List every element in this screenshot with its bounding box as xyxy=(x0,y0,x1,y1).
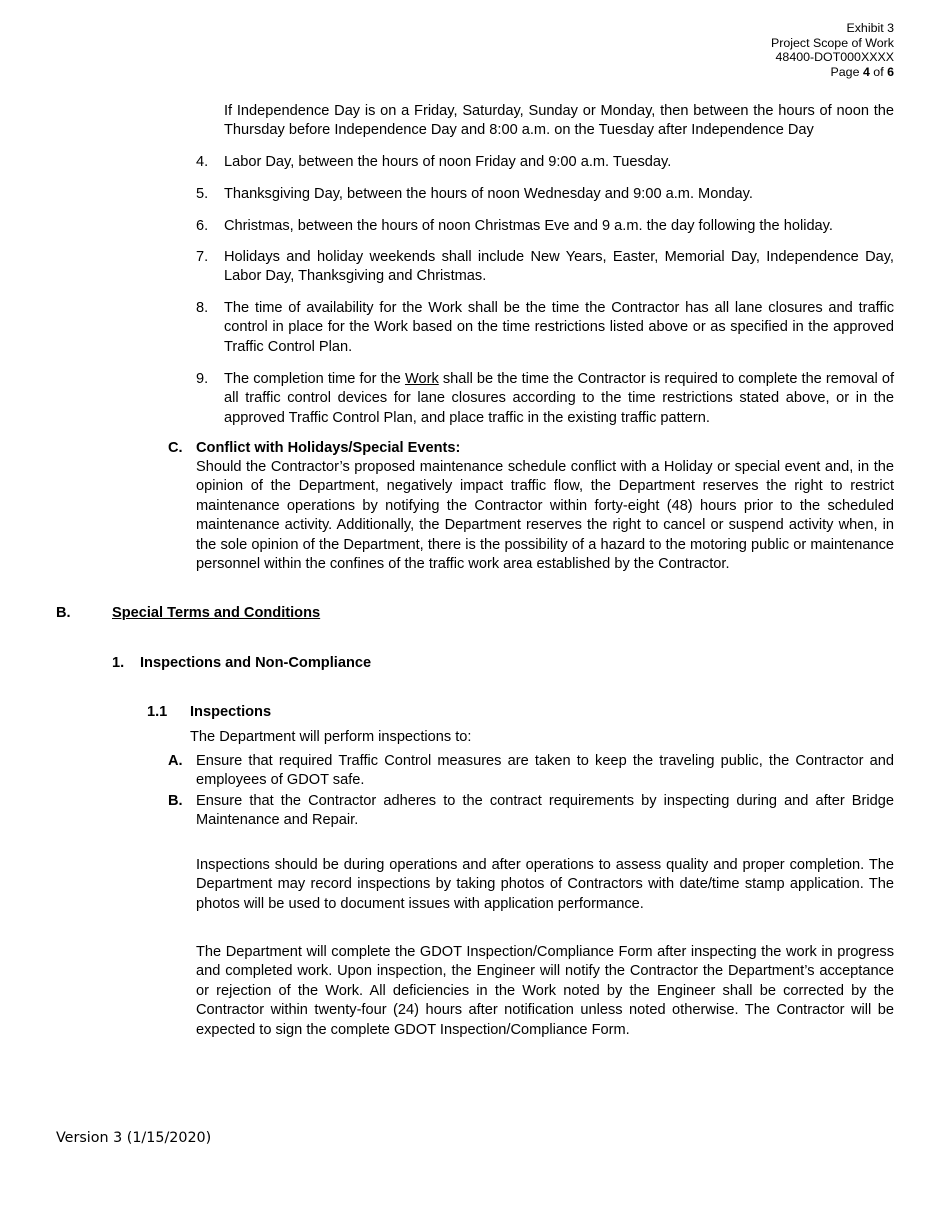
independence-day-paragraph: If Independence Day is on a Friday, Saturday, Sunday or Monday, then between the hours of noon the Thursday before Independence Day and 8:00 a.m. on the Tuesday after Independence Day xyxy=(224,103,894,139)
list-number: 5. xyxy=(196,186,209,202)
contract-number: 48400-DOT000XXXX xyxy=(775,50,894,65)
section-b-heading: Special Terms and Conditions xyxy=(112,605,321,621)
exhibit-label: Exhibit 3 xyxy=(846,21,894,35)
inspection-item-traffic-control: Ensure that required Traffic Control measures are taken to keep the traveling public, the Contractor and employees of GDOT safe. xyxy=(196,753,894,789)
list-item-availability: The time of availability for the Work shall be the time the Contractor has all lane closures and traffic control in place for the Work based on the time restrictions listed above or as specified in the approved Traffic Control Plan. xyxy=(224,300,894,355)
page-number: 4 xyxy=(862,64,870,79)
list-number: 8. xyxy=(196,300,209,316)
section-c-heading: Conflict with Holidays/Special Events: xyxy=(196,440,461,456)
subsection-1-1-number: 1.1 xyxy=(147,704,168,720)
page-header xyxy=(771,21,894,79)
list-item-thanksgiving: Thanksgiving Day, between the hours of noon Wednesday and 9:00 a.m. Monday. xyxy=(224,186,753,202)
compliance-form-paragraph: The Department will complete the GDOT Inspection/Compliance Form after inspecting the work in progress and completed work. Upon inspection, the Engineer will notify the Contractor the Department’s acceptance or rejection of the Work. All deficiencies in the Work noted by the Engineer shall be corrected by the Contractor within twenty-four (24) hours after notification unless noted otherwise. The Contractor will be expected to sign the complete GDOT Inspection/Compliance Form. xyxy=(196,944,894,1038)
inspection-letter: B. xyxy=(168,793,183,809)
section-c-letter: C. xyxy=(168,440,183,456)
version-footer: Version 3 (1/15/2020) xyxy=(56,1130,212,1146)
section-c-body: Should the Contractor’s proposed maintenance schedule conflict with a Holiday or special event and, in the opinion of the Department, negatively impact traffic flow, the Department reserves the right to restrict maintenance operations by notifying the Contractor within forty-eight (48) hours prior to the scheduled maintenance activity. Additionally, the Department reserves the right to cancel or suspend activity when, in the sole opinion of the Department, there is the possibility of a hazard to the motoring public or maintenance personnel within the confines of the traffic work area established by the Contractor. xyxy=(196,459,894,573)
document-title: Project Scope of Work xyxy=(770,35,894,50)
inspection-letter: A. xyxy=(168,753,183,769)
list-item-holidays: Holidays and holiday weekends shall include New Years, Easter, Memorial Day, Independence Day, Labor Day, Thanksgiving and Christmas. xyxy=(224,249,894,285)
list-number: 4. xyxy=(196,154,209,170)
work-term: Work xyxy=(404,371,439,387)
list-item-completion-time: The completion time for the Work shall be the time the Contractor is required to complete the removal of all traffic control devices for lane closures according to the time restrictions stated above, or in the approved Traffic Control Plan, and place traffic in the existing traffic pattern. xyxy=(224,371,895,426)
inspection-item-contract-requirements: Ensure that the Contractor adheres to the contract requirements by inspecting during and after Bridge Maintenance and Repair. xyxy=(196,793,894,829)
page-total: 6 xyxy=(887,64,894,79)
page-indicator: Page 4 of 6 xyxy=(830,64,894,79)
subsection-heading: Inspections and Non-Compliance xyxy=(140,655,372,671)
list-item-christmas: Christmas, between the hours of noon Christmas Eve and 9 a.m. the day following the holiday. xyxy=(224,218,833,234)
section-b-letter: B. xyxy=(56,605,71,621)
list-number: 6. xyxy=(196,218,209,234)
list-item-labor-day: Labor Day, between the hours of noon Friday and 9:00 a.m. Tuesday. xyxy=(224,154,672,170)
subsection-number: 1. xyxy=(112,655,125,671)
inspections-intro: The Department will perform inspections to: xyxy=(190,729,472,745)
list-number: 7. xyxy=(196,249,209,265)
list-number: 9. xyxy=(196,371,209,387)
inspections-paragraph: Inspections should be during operations and after operations to assess quality and proper completion. The Department may record inspections by taking photos of Contractors with date/time stamp application. The photos will be used to document issues with application performance. xyxy=(196,857,894,912)
subsection-1-1-heading: Inspections xyxy=(190,704,272,720)
